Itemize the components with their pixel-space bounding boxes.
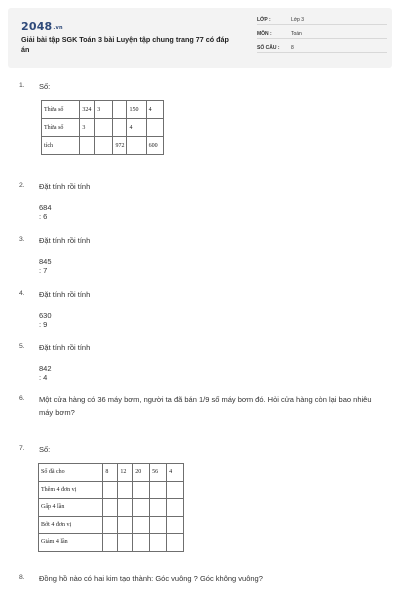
table-cell: 3	[80, 119, 95, 137]
question-expression: 684 : 6	[39, 203, 52, 221]
row-label: Bớt 4 đơn vị	[39, 516, 103, 534]
meta-label: LỚP :	[257, 17, 271, 23]
question-number: 1.	[19, 82, 25, 89]
question-text: Đồng hồ nào có hai kim tạo thành: Góc vuông ? Góc không vuông?	[39, 574, 263, 583]
table-row	[39, 499, 184, 517]
table-cell	[103, 534, 118, 552]
question-text: Một cửa hàng có 36 máy bơm, người ta đã bán 1/9 số máy bơm đó. Hỏi cửa hàng còn lại bao nhiêu máy bơm?	[39, 395, 372, 417]
question-number: 5.	[19, 343, 25, 350]
table-row	[42, 119, 164, 137]
table-cell: 8	[103, 464, 118, 482]
question-expression: 842 : 4	[39, 364, 52, 382]
site-logo[interactable]: 2048.vn	[21, 20, 63, 33]
table-cell: 600	[146, 137, 163, 155]
table-cell: 4	[127, 119, 146, 137]
question-number: 7.	[19, 445, 25, 452]
row-label: Số đã cho	[39, 464, 103, 482]
table-cell	[80, 137, 95, 155]
table-cell	[150, 499, 167, 517]
question-number: 3.	[19, 236, 25, 243]
meta-value: Lớp 3	[291, 17, 305, 23]
table-cell	[133, 534, 150, 552]
table-row	[39, 464, 184, 482]
table-cell	[127, 137, 146, 155]
table-cell	[118, 481, 133, 499]
table-cell: 4	[146, 101, 163, 119]
question-number: 2.	[19, 182, 25, 189]
table-row	[39, 516, 184, 534]
table-cell	[118, 516, 133, 534]
document-title: Giải bài tập SGK Toán 3 bài Luyện tập chung trang 77 có đáp án	[21, 35, 229, 54]
table-cell	[118, 499, 133, 517]
table-cell	[95, 119, 113, 137]
table-cell	[113, 119, 127, 137]
row-label: Thừa số	[42, 119, 80, 137]
table-cell	[103, 499, 118, 517]
question-text: Đặt tính rồi tính	[39, 343, 91, 352]
question-text: Số:	[39, 82, 51, 91]
question-text: Đặt tính rồi tính	[39, 236, 91, 245]
row-label: Thừa số	[42, 101, 80, 119]
row-label: Giảm 4 lần	[39, 534, 103, 552]
meta-label: SỐ CÂU :	[257, 45, 280, 51]
table-cell	[133, 481, 150, 499]
row-label: Thêm 4 đơn vị	[39, 481, 103, 499]
table-cell	[118, 534, 133, 552]
question-number: 8.	[19, 574, 25, 581]
meta-value: Toán	[291, 31, 302, 37]
row-label: Gấp 4 lần	[39, 499, 103, 517]
table-cell: 3	[95, 101, 113, 119]
row-label: tích	[42, 137, 80, 155]
table-cell	[113, 101, 127, 119]
table-cell: 12	[118, 464, 133, 482]
question-number: 6.	[19, 395, 25, 402]
table-cell	[95, 137, 113, 155]
meta-subject	[257, 28, 387, 39]
question-number: 4.	[19, 290, 25, 297]
table-cell	[150, 516, 167, 534]
table-row	[42, 101, 164, 119]
multiplication-table	[41, 100, 164, 155]
operations-table	[38, 463, 184, 552]
table-row	[39, 534, 184, 552]
table-cell	[146, 119, 163, 137]
table-cell	[167, 499, 184, 517]
question-text: Đặt tính rồi tính	[39, 182, 91, 191]
table-cell	[150, 481, 167, 499]
meta-value: 8	[291, 45, 294, 51]
meta-grade	[257, 14, 387, 25]
question-expression: 630 : 9	[39, 311, 52, 329]
table-cell: 150	[127, 101, 146, 119]
table-row	[42, 137, 164, 155]
document-header	[8, 8, 392, 68]
table-cell: 56	[150, 464, 167, 482]
meta-question-count	[257, 42, 387, 53]
table-cell: 972	[113, 137, 127, 155]
table-cell: 4	[167, 464, 184, 482]
table-cell: 324	[80, 101, 95, 119]
question-text: Số:	[39, 445, 51, 454]
table-cell	[167, 516, 184, 534]
question-text: Đặt tính rồi tính	[39, 290, 91, 299]
table-cell	[150, 534, 167, 552]
table-cell	[133, 499, 150, 517]
question-expression: 845 : 7	[39, 257, 52, 275]
meta-label: MÔN :	[257, 31, 272, 37]
table-cell	[103, 481, 118, 499]
table-cell: 20	[133, 464, 150, 482]
table-row	[39, 481, 184, 499]
table-cell	[133, 516, 150, 534]
table-cell	[167, 481, 184, 499]
table-cell	[167, 534, 184, 552]
table-cell	[103, 516, 118, 534]
